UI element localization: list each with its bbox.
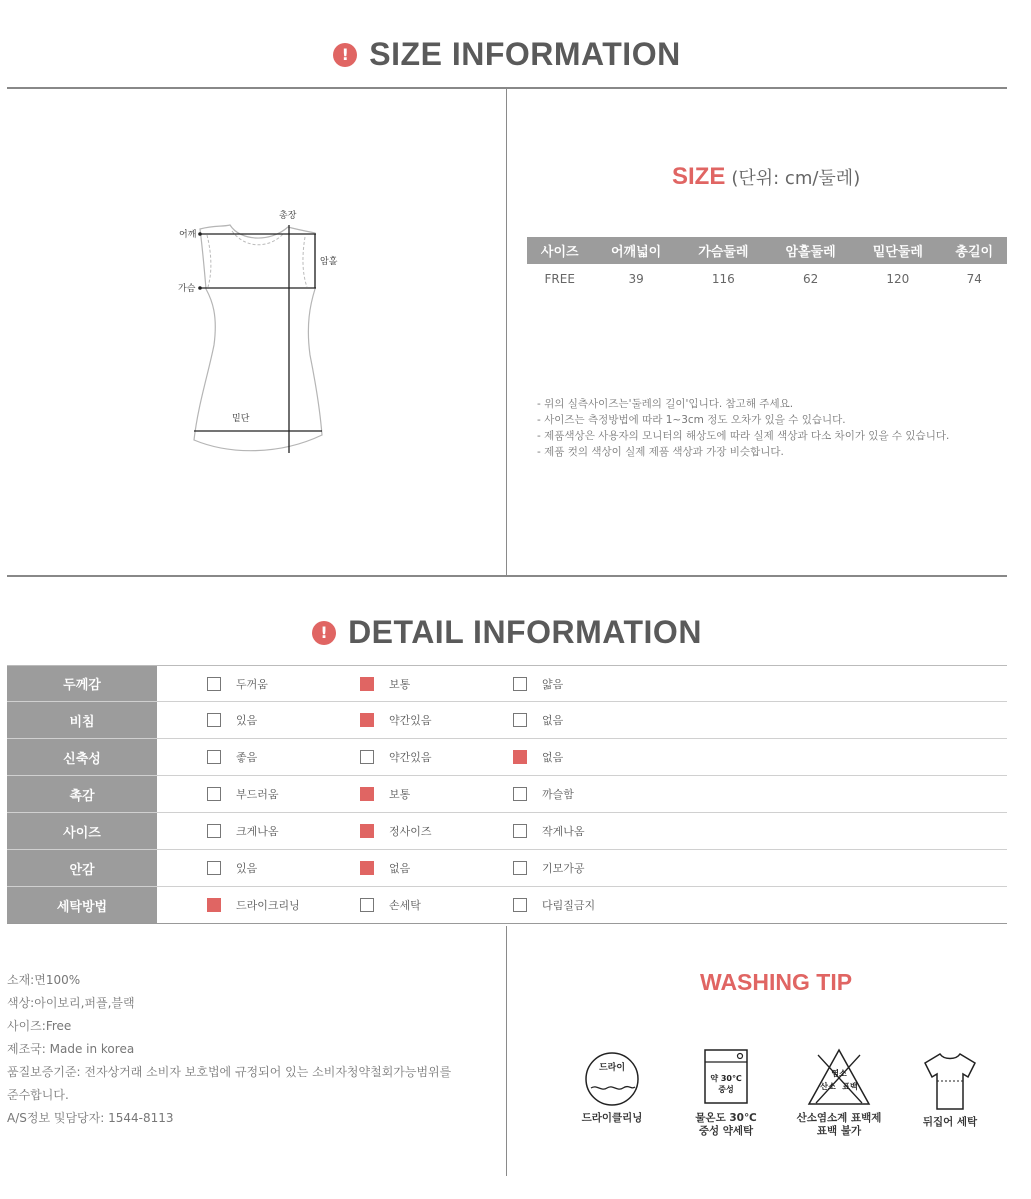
no-bleach-icon	[806, 1047, 872, 1107]
detail-option	[207, 776, 279, 812]
wash-label-no-bleach	[789, 1112, 889, 1138]
size-cell-shoulder: 39	[628, 272, 644, 286]
wash-tub-icon	[703, 1048, 749, 1106]
detail-row-label: 사이즈	[7, 813, 157, 849]
checkbox-checked	[513, 750, 527, 764]
product-info-line: 색상:아이보리,퍼플,블랙	[7, 996, 135, 1010]
size-title-unit: (단위: cm/둘레)	[731, 168, 861, 189]
detail-row	[7, 776, 1007, 813]
diagram-label-length: 총장	[279, 211, 297, 221]
size-header-armhole: 암홀둘레	[767, 237, 854, 264]
wash-label-wash-tub	[686, 1112, 766, 1138]
detail-option-label: 있음	[236, 714, 258, 727]
alert-icon: !	[333, 43, 357, 67]
product-info-line: A/S정보 및담당자: 1544-8113	[7, 1111, 174, 1125]
size-title-main: SIZE	[672, 163, 726, 190]
detail-option	[513, 666, 563, 701]
detail-row	[7, 813, 1007, 850]
detail-info-title: DETAIL INFORMATION	[348, 614, 702, 650]
size-cell-size: FREE	[544, 272, 575, 286]
washing-tip-title: WASHING TIP	[700, 969, 853, 995]
size-title	[672, 163, 860, 191]
detail-option	[513, 702, 563, 738]
size-cell-hem: 120	[886, 272, 910, 286]
detail-option	[207, 887, 300, 923]
checkbox-unchecked	[513, 824, 527, 838]
wash-label-line: 산소염소계 표백제	[796, 1112, 882, 1124]
product-info-line: 소재:면100%	[7, 973, 81, 987]
wash-label-line: 표백 불가	[816, 1125, 862, 1137]
detail-option-label: 없음	[389, 862, 411, 875]
size-cell-chest: 116	[711, 272, 735, 286]
product-info-line: 사이즈:Free	[7, 1019, 72, 1033]
detail-option-label: 손세탁	[389, 899, 421, 912]
detail-option	[360, 739, 432, 775]
wash-label-dry-clean	[572, 1112, 652, 1125]
product-info	[7, 969, 451, 1130]
checkbox-unchecked	[207, 787, 221, 801]
wash-label-line: 드라이클리닝	[581, 1112, 643, 1124]
note-line: - 위의 실측사이즈는'둘레의 길이'입니다. 참고해 주세요.	[537, 398, 794, 410]
diagram-label-chest: 가슴	[178, 284, 196, 294]
detail-option-label: 있음	[236, 862, 258, 875]
detail-option	[207, 666, 268, 701]
detail-option-label: 없음	[542, 714, 564, 727]
detail-option-label: 작게나옴	[542, 825, 585, 838]
checkbox-unchecked	[207, 677, 221, 691]
wash-label-line: 중성 약세탁	[698, 1125, 754, 1137]
detail-option-label: 정사이즈	[389, 825, 432, 838]
detail-row	[7, 850, 1007, 887]
detail-row-label: 촉감	[7, 776, 157, 812]
detail-option	[360, 813, 432, 849]
alert-icon: !	[312, 621, 336, 645]
product-info-line: 준수합니다.	[7, 1088, 69, 1102]
detail-option	[360, 702, 432, 738]
checkbox-checked	[360, 824, 374, 838]
detail-option-label: 까슬함	[542, 788, 574, 801]
note-line: - 제품색상은 사용자의 모니터의 해상도에 따라 실제 색상과 다소 차이가 있을 수 있습니다.	[537, 430, 950, 442]
wash-tub-icon-text: 중성	[718, 1085, 734, 1094]
size-header-length: 총길이	[941, 237, 1007, 264]
checkbox-checked	[360, 861, 374, 875]
divider-vertical-lower	[506, 926, 507, 1176]
diagram-label-armhole: 암홀	[320, 257, 338, 267]
divider-top	[7, 87, 1007, 89]
detail-option-label: 약간있음	[389, 714, 432, 727]
detail-option	[360, 850, 410, 886]
wash-label-line: 뒤집어 세탁	[922, 1116, 978, 1128]
inside-out-icon	[922, 1051, 978, 1113]
detail-option	[360, 887, 421, 923]
detail-option-label: 두꺼움	[236, 677, 268, 691]
size-notes	[537, 396, 949, 460]
detail-option-label: 약간있음	[389, 751, 432, 764]
garment-size-diagram	[170, 205, 350, 465]
detail-option	[513, 739, 563, 775]
no-bleach-icon-text: 표백	[842, 1082, 858, 1091]
size-header-hem: 밑단둘레	[854, 237, 941, 264]
detail-option-label: 보통	[389, 677, 411, 691]
size-info-title: SIZE INFORMATION	[369, 36, 681, 72]
checkbox-unchecked	[513, 898, 527, 912]
checkbox-checked	[360, 787, 374, 801]
detail-option-label: 얇음	[542, 677, 564, 691]
detail-option-label: 다림질금지	[542, 899, 596, 912]
detail-row-label: 신축성	[7, 739, 157, 775]
detail-option-label: 드라이크리닝	[236, 899, 300, 912]
checkbox-unchecked	[207, 861, 221, 875]
detail-option	[360, 666, 410, 701]
checkbox-unchecked	[207, 713, 221, 727]
checkbox-unchecked	[207, 750, 221, 764]
detail-row	[7, 739, 1007, 776]
wash-label-line: 물온도 30℃	[695, 1112, 757, 1124]
detail-info-heading	[0, 614, 1014, 651]
detail-option	[207, 813, 279, 849]
detail-option	[513, 887, 595, 923]
detail-option	[513, 850, 585, 886]
detail-option-label: 부드러움	[236, 788, 279, 801]
checkbox-unchecked	[360, 898, 374, 912]
size-header-shoulder: 어깨넓이	[592, 237, 679, 264]
checkbox-unchecked	[513, 713, 527, 727]
wash-tub-icon-text: 약 30℃	[710, 1074, 742, 1083]
no-bleach-icon-text: 산소	[820, 1082, 836, 1091]
detail-row-label: 세탁방법	[7, 887, 157, 923]
detail-option-label: 크게나옴	[236, 825, 279, 838]
note-line: - 사이즈는 측정방법에 따라 1~3cm 정도 오차가 있을 수 있습니다.	[537, 414, 846, 426]
detail-option	[207, 739, 257, 775]
size-header-chest: 가슴둘레	[680, 237, 767, 264]
detail-option-label: 없음	[542, 751, 564, 764]
product-info-line: 품질보증기준: 전자상거래 소비자 보호법에 규정되어 있는 소비자청약철회가능범위를	[7, 1065, 452, 1079]
detail-row	[7, 665, 1007, 702]
checkbox-checked	[207, 898, 221, 912]
diagram-label-shoulder: 어깨	[179, 230, 197, 240]
dry-clean-icon	[583, 1050, 641, 1108]
detail-option-label: 기모가공	[542, 862, 585, 875]
size-cell-length: 74	[966, 272, 982, 286]
detail-row	[7, 702, 1007, 739]
size-info-heading	[0, 36, 1014, 73]
checkbox-unchecked	[513, 861, 527, 875]
no-bleach-icon-text: 염소	[831, 1069, 847, 1078]
wash-label-inside-out	[910, 1116, 990, 1129]
detail-row-label: 안감	[7, 850, 157, 886]
checkbox-checked	[360, 677, 374, 691]
dry-clean-icon-text: 드라이	[598, 1063, 626, 1073]
checkbox-unchecked	[207, 824, 221, 838]
size-table	[527, 237, 1007, 294]
size-table-header-row	[527, 237, 1007, 264]
detail-row-label: 두께감	[7, 666, 157, 701]
checkbox-unchecked	[360, 750, 374, 764]
checkbox-checked	[360, 713, 374, 727]
detail-table	[7, 665, 1007, 924]
detail-row-label: 비침	[7, 702, 157, 738]
detail-option	[360, 776, 410, 812]
detail-option	[207, 850, 257, 886]
detail-option-label: 좋음	[236, 751, 258, 764]
product-info-line: 제조국: Made in korea	[7, 1042, 135, 1056]
detail-option	[513, 813, 585, 849]
detail-option	[207, 702, 257, 738]
size-header-size: 사이즈	[527, 237, 592, 264]
divider-size-bottom	[7, 575, 1007, 577]
checkbox-unchecked	[513, 787, 527, 801]
detail-row	[7, 887, 1007, 924]
table-row	[527, 264, 1007, 294]
checkbox-unchecked	[513, 677, 527, 691]
diagram-label-hem: 밑단	[232, 414, 250, 424]
size-cell-armhole: 62	[802, 272, 819, 286]
detail-option	[513, 776, 574, 812]
detail-option-label: 보통	[389, 788, 411, 801]
note-line: - 제품 컷의 색상이 실제 제품 색상과 가장 비슷합니다.	[537, 446, 784, 458]
divider-vertical-size	[506, 89, 507, 575]
